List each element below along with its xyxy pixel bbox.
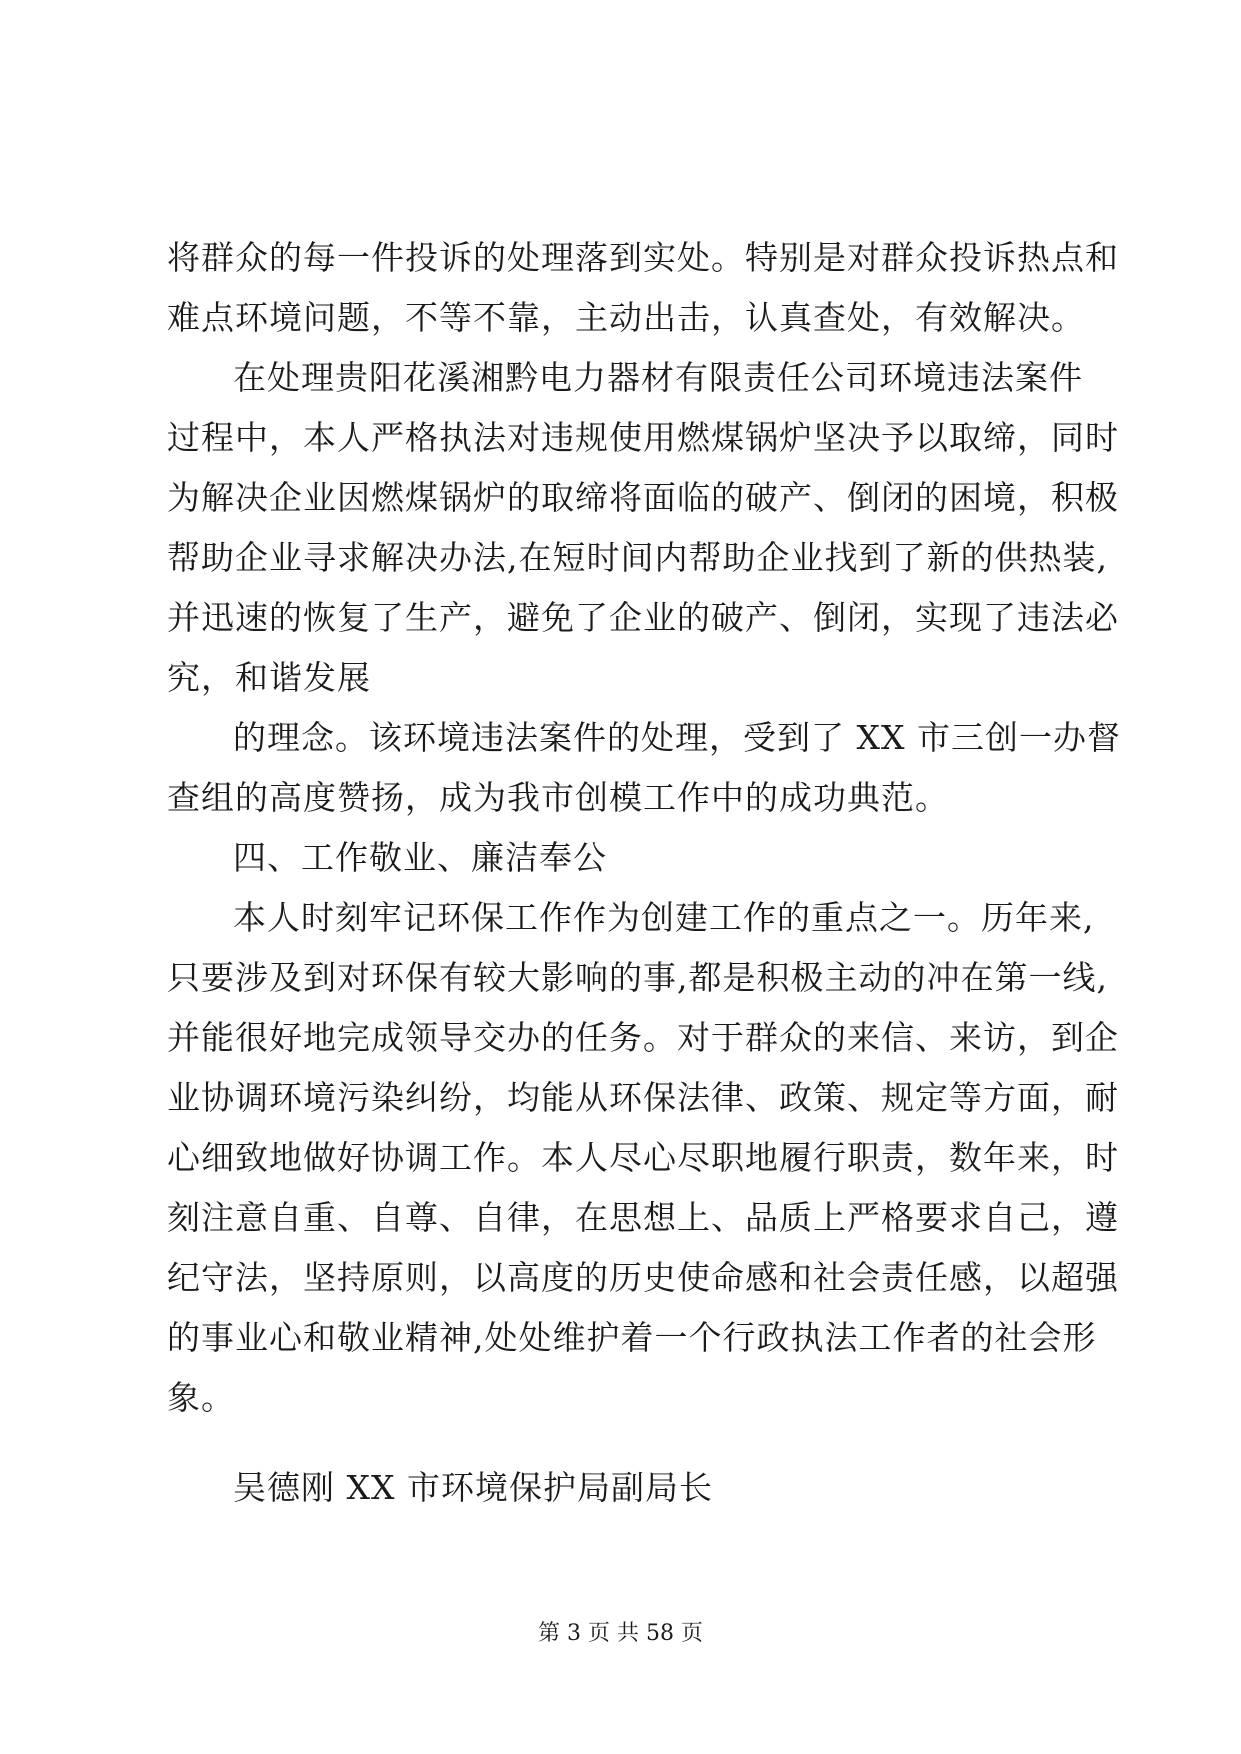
text-line: 并能很好地完成领导交办的任务。对于群众的来信、来访，到企 [167, 1018, 1119, 1057]
text-line: 心细致地做好协调工作。本人尽心尽职地履行职责，数年来，时 [167, 1138, 1119, 1177]
signature-line: 吴德刚 XX 市环境保护局副局长 [233, 1468, 713, 1507]
paragraph-start-line: 在处理贵阳花溪湘黔电力器材有限责任公司环境违法案件 [233, 358, 1083, 397]
page-number-footer: 第 3 页 共 58 页 [538, 1621, 703, 1646]
paragraph-gap [167, 1428, 1075, 1458]
text-line: 业协调环境污染纠纷，均能从环保法律、政策、规定等方面，耐 [167, 1078, 1119, 1117]
text-line: 并迅速的恢复了生产，避免了企业的破产、倒闭，实现了违法必 [167, 598, 1119, 637]
text-line: 为解决企业因燃煤锅炉的取缔将面临的破产、倒闭的困境，积极 [167, 478, 1119, 517]
text-line: 刻注意自重、自尊、自律，在思想上、品质上严格要求自己，遵 [167, 1198, 1119, 1237]
text-line: 象。 [167, 1378, 235, 1417]
text-line: 帮助企业寻求解决办法,在短时间内帮助企业找到了新的供热装, [167, 538, 1108, 577]
text-line: 究，和谐发展 [167, 658, 371, 697]
text-line: 将群众的每一件投诉的处理落到实处。特别是对群众投诉热点和 [167, 238, 1119, 277]
text-line: 只要涉及到对环保有较大影响的事,都是积极主动的冲在第一线, [167, 958, 1108, 997]
text-line: 难点环境问题，不等不靠，主动出击，认真查处，有效解决。 [167, 298, 1085, 337]
paragraph-start-line: 的理念。该环境违法案件的处理，受到了 XX 市三创一办督 [233, 718, 1121, 757]
document-body [167, 228, 1121, 1518]
text-line: 纪守法，坚持原则，以高度的历史使命感和社会责任感，以超强 [167, 1258, 1119, 1297]
text-line: 过程中，本人严格执法对违规使用燃煤锅炉坚决予以取缔，同时 [167, 418, 1119, 457]
section-heading: 四、工作敬业、廉洁奉公 [233, 838, 607, 877]
paragraph-start-line: 本人时刻牢记环保工作作为创建工作的重点之一。历年来, [233, 898, 1095, 937]
text-line: 查组的高度赞扬，成为我市创模工作中的成功典范。 [167, 778, 949, 817]
text-line: 的事业心和敬业精神,处处维护着一个行政执法工作者的社会形 [167, 1318, 1097, 1357]
